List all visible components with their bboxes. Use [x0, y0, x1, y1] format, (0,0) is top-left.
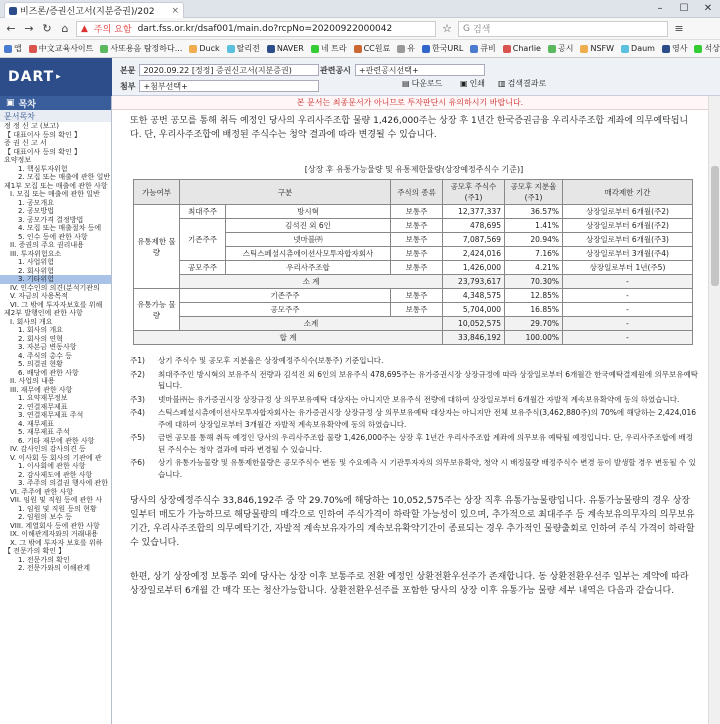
footnote-key: 주1) [130, 356, 145, 365]
bookmark-label: 공시 [557, 44, 574, 53]
bookmark-item[interactable] [621, 44, 655, 53]
lock-cell: - [563, 289, 693, 303]
bookmark-icon [100, 45, 108, 53]
toc-item[interactable]: III. 재무에 관한 사항 [10, 385, 73, 394]
name-cell: 김석진 외 6인 [226, 219, 391, 233]
bookmark-icon [29, 45, 37, 53]
table-row [134, 289, 693, 303]
toc-item[interactable]: V. 이사회 등 회사의 기관에 관 [10, 453, 102, 462]
bookmark-item[interactable] [267, 44, 304, 53]
bookmark-item[interactable] [662, 43, 687, 54]
pct-cell: 70.30% [505, 275, 563, 289]
bookmark-item[interactable] [503, 44, 541, 53]
toc-item[interactable]: 3. 연결재무제표 주석 [18, 411, 84, 419]
pct-cell: 16.85% [505, 303, 563, 317]
footnotes [130, 355, 698, 480]
favicon-icon [9, 7, 17, 15]
minimize-icon[interactable]: – [657, 3, 663, 14]
toc-icon: ▣ [6, 98, 15, 108]
search-result-label: 검색결과로 [507, 79, 547, 88]
toc-item[interactable]: 5. 의결권 현황 [18, 360, 63, 368]
toc-item[interactable]: 제2부 발행인에 관한 사항 [4, 309, 83, 317]
document-viewer [112, 96, 708, 724]
bookmark-icon [227, 45, 235, 53]
shares-cell: 10,052,575 [443, 317, 505, 331]
bookmark-label: 앱 [14, 44, 22, 53]
bookmark-icon [354, 45, 362, 53]
footnote-key: 주4) [130, 408, 145, 417]
lock-cell: 상장일로부터 1년(주5) [563, 261, 693, 275]
download-icon: ▤ [402, 79, 410, 88]
share-lockup-table [133, 179, 693, 345]
logo-text: DART [8, 69, 55, 85]
related-label: 관련공시 [320, 65, 351, 75]
attach-select-value: +첨부선택+ [143, 81, 188, 91]
bookmark-label: Charlie [512, 44, 541, 53]
bookmark-item[interactable] [311, 43, 347, 54]
footnote-key: 주3) [130, 394, 145, 404]
toc-item[interactable]: VI. 주주에 관한 사항 [10, 487, 74, 496]
bookmark-icon [4, 45, 12, 53]
bookmarks-bar [0, 40, 720, 58]
list-icon: ▥ [498, 79, 506, 88]
dart-logo[interactable] [0, 58, 112, 96]
pct-cell: 4.21% [505, 261, 563, 275]
toc-item[interactable]: 요약정보 [4, 156, 32, 164]
sidebar-header [0, 96, 111, 110]
maximize-icon[interactable]: ☐ [679, 3, 689, 14]
footnote [130, 394, 698, 406]
toc-item[interactable]: 1. 이사회에 관한 사항 [18, 462, 86, 470]
menu-icon[interactable]: ≡ [674, 22, 684, 35]
shares-cell: 478,695 [443, 219, 505, 233]
bookmark-label: 中文교육사이트 [38, 44, 94, 53]
toc-item[interactable]: 1. 요약재무정보 [18, 394, 68, 402]
related-select-value: +관련공시선택+ [358, 65, 419, 75]
footnote-key: 주2) [130, 369, 145, 379]
shares-cell: 23,793,617 [443, 275, 505, 289]
forward-icon[interactable]: → [24, 22, 34, 35]
toc-item[interactable]: 3. 자본금 변동사항 [18, 343, 77, 351]
total-label: 합 계 [134, 331, 443, 345]
bookmark-icon [422, 45, 430, 53]
paragraph-rcps: 한편, 상기 상장예정 보통주 외에 당사는 상장 이후 보통주로 전환 예정인 상환전환우선주가 존재합니다. 동 상환전환우선주 일부는 계약에 따라 상장일로부터 6개월 간 매각 또는 청산가능합니다. 상환전환우선주를 포함한 당사의 상장 이후 유통가능 물량 세부 내역은 다음과 같습니다. [130, 572, 689, 596]
close-tab-icon[interactable]: × [171, 5, 179, 16]
footnote [130, 407, 698, 430]
table-caption: [상장 후 유통가능물량 및 유통제한물량(상장예정주식수 기준)] [304, 165, 524, 174]
bookmark-label: Duck [199, 44, 220, 53]
bookmark-item[interactable] [470, 43, 495, 54]
url-text: dart.fss.or.kr/dsaf001/main.do?rcpNo=20200922000042 [137, 23, 393, 34]
bookmark-label: 한국URL [431, 44, 464, 53]
header-cell: 공모후 주식수 (주1) [443, 180, 505, 205]
bookmark-icon [397, 45, 405, 53]
footnote-text: 금번 공모를 통해 취득 예정인 당사의 우리사주조합 물량 1,426,000주는 상장 후 1년간 우리사주조합 계좌에 의무보유 예탁될 예정입니다. 단, 우리사주조합에 배정된 주식수는 청약 결과에 따라 변경될 수 있습니다. [158, 433, 693, 454]
subtotal-label: 소 계 [180, 275, 443, 289]
lock-cell: 상장일로부터 6개월(주2) [563, 219, 693, 233]
bookmark-item[interactable] [422, 43, 463, 54]
bookmark-label: 유 [407, 44, 415, 53]
search-result-button[interactable] [498, 78, 546, 89]
back-icon[interactable]: ← [6, 22, 16, 35]
footnote [130, 355, 698, 367]
toc-tab[interactable]: 문서목차 [0, 110, 111, 122]
search-placeholder: 검색 [472, 25, 491, 35]
footnote-key: 주6) [130, 458, 145, 467]
group-cell: 유통가능 물량 [134, 289, 180, 331]
bookmark-item[interactable] [189, 44, 219, 53]
lock-cell: - [563, 275, 693, 289]
bookmark-item[interactable] [397, 43, 415, 54]
bookmark-icon [189, 45, 197, 53]
toc-item[interactable]: 2. 공모방법 [18, 207, 54, 215]
bookmark-item[interactable] [580, 44, 614, 53]
toc-item[interactable]: VII. 임원 및 직원 등에 관한 사 [10, 496, 103, 504]
toc-item[interactable]: IV. 인수인의 의견(분석기관의 [10, 283, 100, 292]
toc-item[interactable]: 3. 주주의 의결권 행사에 관한 [18, 479, 108, 487]
footnote [130, 457, 698, 480]
toc-item[interactable]: 2. 회사의 연혁 [18, 334, 63, 343]
toc-item[interactable]: X. 그 밖에 투자자 보호를 위하 [10, 538, 103, 547]
bookmark-icon [621, 45, 629, 53]
window-controls [648, 0, 720, 17]
bookmark-item[interactable] [694, 43, 719, 54]
footnote-key: 주5) [130, 433, 145, 442]
toc-item[interactable]: 4. 모집 또는 매출절차 등에 [18, 224, 102, 232]
footnote-text: 상기 유통가능물량 및 유통제한물량은 공모주식수 변동 및 수요예측 시 기관투자자의 의무보유확약, 청약 시 배정물량 배정주식수 변경 등이 발생할 경우 변동될 수 있습니다. [158, 458, 696, 479]
header-cell: 가능여부 [134, 180, 180, 205]
browser-tab[interactable] [4, 2, 184, 18]
name-cell: 우리사주조합 [226, 261, 391, 275]
sub-cell: 공모주주 [180, 261, 226, 275]
group-cell: 유통제한 물량 [134, 205, 180, 289]
sidebar-title: 목차 [18, 99, 36, 110]
lock-cell: 상장일로부터 3개월(주4) [563, 247, 693, 261]
print-label: 인쇄 [469, 79, 486, 88]
kind-cell: 보통주 [391, 289, 443, 303]
bookmark-label: 네 트라 [320, 44, 347, 53]
toc-item[interactable]: 【 대표이사 등의 확인 】 [4, 147, 81, 156]
bookmark-icon [580, 45, 588, 53]
footnote-text: 상기 주식수 및 공모후 지분율은 상장예정주식수(보통주) 기준입니다. [158, 356, 384, 365]
header-cell: 주식의 종류 [391, 180, 443, 205]
bookmark-label: 석상 [704, 44, 720, 53]
vertical-scrollbar[interactable] [708, 96, 720, 724]
kind-cell: 보통주 [391, 261, 443, 275]
toc-item[interactable]: I. 회사의 개요 [10, 317, 53, 326]
toc-item[interactable]: IX. 이해관계자와의 거래내용 [10, 530, 98, 538]
table-header-row [134, 180, 693, 205]
name-cell: 넷마블㈜ [226, 233, 391, 247]
search-icon: G [463, 23, 470, 34]
bookmark-label: NAVER [276, 44, 304, 53]
star-icon[interactable]: ☆ [442, 22, 452, 35]
print-button[interactable] [460, 78, 485, 89]
bookmark-item[interactable] [29, 43, 94, 54]
toc-item[interactable]: VI. 그 밖에 투자자보호를 위해 [10, 300, 103, 309]
doc-select[interactable] [139, 64, 319, 76]
toc-item[interactable]: III. 투자위험요소 [10, 249, 62, 258]
toc-item[interactable]: 증 권 신 고 서 [4, 139, 47, 147]
attach-select-row [120, 80, 319, 92]
toc-item[interactable]: 1. 핵심투자위험 [18, 164, 68, 173]
toc-list [0, 122, 111, 573]
toc-item[interactable]: 정 정 신 고 (보고) [4, 122, 59, 130]
toc-item[interactable]: 5. 재무제표 주석 [18, 428, 70, 436]
bookmark-icon [548, 45, 556, 53]
bookmark-label: 탈리전 [236, 44, 260, 53]
footnote [130, 369, 698, 392]
sidebar [0, 96, 112, 724]
toc-item[interactable]: 2. 전문가와의 이해관계 [18, 564, 90, 572]
shares-cell: 7,087,569 [443, 233, 505, 247]
pct-cell: 29.70% [505, 317, 563, 331]
name-cell: 스틱스페셜시츄에이션사모투자합자회사 [226, 247, 391, 261]
bookmark-icon [267, 45, 275, 53]
header-cell: 공모후 지분율 (주1) [505, 180, 563, 205]
logo-mark-icon: ▸ [56, 72, 62, 82]
toc-item[interactable]: 제1부 모집 또는 매출에 관한 사항 [4, 181, 108, 190]
subtotal-row [134, 275, 693, 289]
toc-item[interactable]: 1. 사업위험 [18, 258, 54, 266]
doc-select-row [120, 64, 319, 76]
bookmark-label: 큐비 [480, 44, 496, 53]
bookmark-icon [503, 45, 511, 53]
footnote-text: 스틱스페셜시츄에이션사모투자합자회사는 유가증권시장 상장규정 상 의무보유예탁 대상자는 아니지만 전체 보유주식(3,462,880주)의 70%에 해당하는 2,424,016주에 대하여 상장일로부터 3개월간 자발적 계속보유확약에 동의 하였습니다. [158, 408, 697, 429]
footnote-text: 최대주주인 방시혁의 보유주식 전량과 김석진 외 6인의 보유주식 478,695주는 유가증권시장 상장규정에 따라 상장일로부터 6개월간 한국예탁결제원에 의무보유예탁됩니다. [158, 369, 698, 390]
toc-item[interactable]: 4. 재무제표 [18, 419, 54, 428]
toc-item[interactable]: 3. 기타위험 [0, 275, 111, 284]
pct-cell: 100.00% [505, 331, 563, 345]
shares-cell: 4,348,575 [443, 289, 505, 303]
toc-item[interactable]: V. 자금의 사용목적 [10, 292, 68, 300]
doc-label: 본문 [120, 65, 136, 75]
subtotal-row [134, 317, 693, 331]
shares-cell: 1,426,000 [443, 261, 505, 275]
toc-item[interactable]: 1. 공모개요 [18, 198, 54, 207]
dart-header [0, 58, 720, 96]
related-select[interactable] [355, 64, 485, 76]
bookmark-item[interactable] [4, 43, 22, 54]
toc-item[interactable]: II. 증권의 주요 권리내용 [10, 241, 84, 249]
browser-tab-bar [0, 0, 720, 18]
related-select-row [320, 64, 485, 76]
toc-item[interactable]: 【 전문가의 확인 】 [4, 547, 66, 555]
kind-cell: 보통주 [391, 233, 443, 247]
pct-cell: 12.85% [505, 289, 563, 303]
download-button[interactable] [402, 78, 442, 89]
pct-cell: 36.57% [505, 205, 563, 219]
sub-cell: 기존주주 [180, 219, 226, 261]
bookmark-label: 사또용음 탐정하다... [110, 44, 183, 53]
close-window-icon[interactable]: ✕ [703, 3, 713, 14]
toc-item[interactable]: 4. 주식의 총수 등 [18, 351, 72, 360]
bookmark-label: Daum [631, 44, 655, 53]
table-row [134, 205, 693, 219]
intro-paragraph: 또한 공번 공모를 통해 취득 예정인 당사의 우리사주조합 물량 1,426,000주는 상장 후 1년간 한국증권금융 우리사주조합 계좌에 의무예탁됩니다. 단, 우리사주조합에 배정된 주식수는 청약 결과에 따라 변경될 수 있습니다. [130, 116, 689, 140]
shares-cell: 5,704,000 [443, 303, 505, 317]
download-label: 다운로드 [411, 79, 443, 88]
toc-item[interactable]: 【 대표이사 등의 확인 】 [4, 130, 81, 139]
home-icon[interactable]: ⌂ [61, 22, 69, 35]
table-row [134, 219, 693, 233]
name-cell: 방시혁 [226, 205, 391, 219]
toc-item[interactable]: 2. 회사위험 [18, 266, 54, 275]
paragraph-float: 당사의 상장예정주식수 33,846,192주 중 약 29.70%에 해당하는 10,052,575주는 상장 직후 유통가능물량입니다. 유통가능물량의 경우 상장일부터 매도가 가능하므로 해당물량의 매각으로 인하여 주식가격이 하락할 가능성이 있으며, 추가적으로 최대주주 등 계속보유의무자의 의무보유기간, 우리사주조합의 의무예탁기간, 자발적 계속보유자가의 계속보유확약기간이 종료되는 경우 추가적인 물량출회로 인하여 주식 가격이 하락할 수 있습니다. [130, 496, 695, 548]
subtotal-label: 소계 [180, 317, 443, 331]
bookmark-icon [470, 45, 478, 53]
bookmark-item[interactable] [548, 43, 573, 54]
toc-item[interactable]: 2. 연결재무제표 [18, 402, 68, 411]
table-row [134, 261, 693, 275]
tab-title: 비즈론/증권신고서(지분증권)/202 [20, 7, 155, 17]
toc-item[interactable]: I. 모집 또는 매출에 관한 일반 [10, 190, 100, 198]
kind-cell: 보통주 [391, 303, 443, 317]
footnote [130, 432, 698, 455]
toc-item[interactable]: 6. 배당에 관한 사항 [18, 368, 79, 377]
scrollbar-thumb[interactable] [711, 166, 719, 286]
bookmark-item[interactable] [354, 43, 391, 54]
toc-item[interactable]: 2. 임원의 보수 등 [18, 513, 72, 521]
toc-item[interactable]: VIII. 계열회사 등에 관한 사항 [10, 521, 100, 530]
shares-cell: 2,424,016 [443, 247, 505, 261]
total-row [134, 331, 693, 345]
bookmark-label: NSFW [590, 44, 615, 53]
attach-select[interactable] [139, 80, 319, 92]
toc-item[interactable]: 1. 전문가의 확인 [18, 555, 70, 564]
bookmark-item[interactable] [100, 43, 182, 54]
toc-item[interactable]: IV. 감사인의 감사의견 등 [10, 445, 86, 453]
bookmark-label: CC원료 [363, 44, 391, 53]
toc-item[interactable]: 1. 임원 및 직원 등의 현황 [18, 504, 97, 513]
reload-icon[interactable]: ↻ [42, 22, 52, 35]
security-warning: 주의 요함 [93, 25, 132, 35]
toc-item[interactable]: II. 사업의 내용 [10, 377, 55, 385]
sub-cell: 최대주주 [180, 205, 226, 219]
toc-item[interactable]: 2. 모집 또는 매출에 관한 일반 [18, 173, 111, 181]
url-field[interactable] [76, 21, 436, 37]
shares-cell: 12,377,337 [443, 205, 505, 219]
lock-cell: - [563, 331, 693, 345]
footnote-text: 넷마블㈜는 유가증권시장 상장규정 상 의무보유예탁 대상자는 아니지만 보유주식 전량에 대하여 상장일로부터 6개월간 자발적 계속보유확약에 동의 하였습니다. [158, 394, 680, 404]
bookmark-label: 영사 [671, 44, 688, 53]
doc-select-value: 2020.09.22 [정정] 증권신고서(지분증권) [143, 65, 292, 75]
name-cell: 기존주주 [180, 289, 391, 303]
bookmark-icon [694, 45, 702, 53]
lock-cell: - [563, 303, 693, 317]
draft-notice: 본 문서는 최종문서가 아니므로 투자판단시 유의하시기 바랍니다. [112, 96, 708, 110]
pct-cell: 20.94% [505, 233, 563, 247]
toc-item[interactable]: 2. 감사제도에 관한 사항 [18, 470, 93, 479]
kind-cell: 보통주 [391, 205, 443, 219]
print-icon: ▣ [460, 79, 468, 88]
toc-item[interactable]: 6. 기타 재무에 관한 사항 [18, 436, 95, 445]
lock-cell: - [563, 317, 693, 331]
shares-cell: 33,846,192 [443, 331, 505, 345]
name-cell: 공모주주 [180, 303, 391, 317]
lock-cell: 상장일로부터 6개월(주3) [563, 233, 693, 247]
kind-cell: 보통주 [391, 219, 443, 233]
toc-item[interactable]: 1. 회사의 개요 [18, 326, 63, 334]
pct-cell: 1.41% [505, 219, 563, 233]
header-cell: 구분 [180, 180, 391, 205]
lock-cell: 상장일로부터 6개월(주2) [563, 205, 693, 219]
header-cell: 매각제한 기간 [563, 180, 693, 205]
warning-icon: ▲ [81, 23, 88, 34]
pct-cell: 7.16% [505, 247, 563, 261]
bookmark-icon [662, 45, 670, 53]
bookmark-item[interactable] [227, 43, 260, 54]
kind-cell: 보통주 [391, 247, 443, 261]
address-bar-row [0, 18, 720, 40]
bookmark-icon [311, 45, 319, 53]
toc-item[interactable]: 5. 인수 등에 관한 사항 [18, 232, 88, 241]
attach-label: 첨부 [120, 81, 136, 91]
table-row [134, 303, 693, 317]
toc-item[interactable]: 3. 공모가격 결정방법 [18, 215, 84, 224]
search-field[interactable] [458, 21, 668, 37]
